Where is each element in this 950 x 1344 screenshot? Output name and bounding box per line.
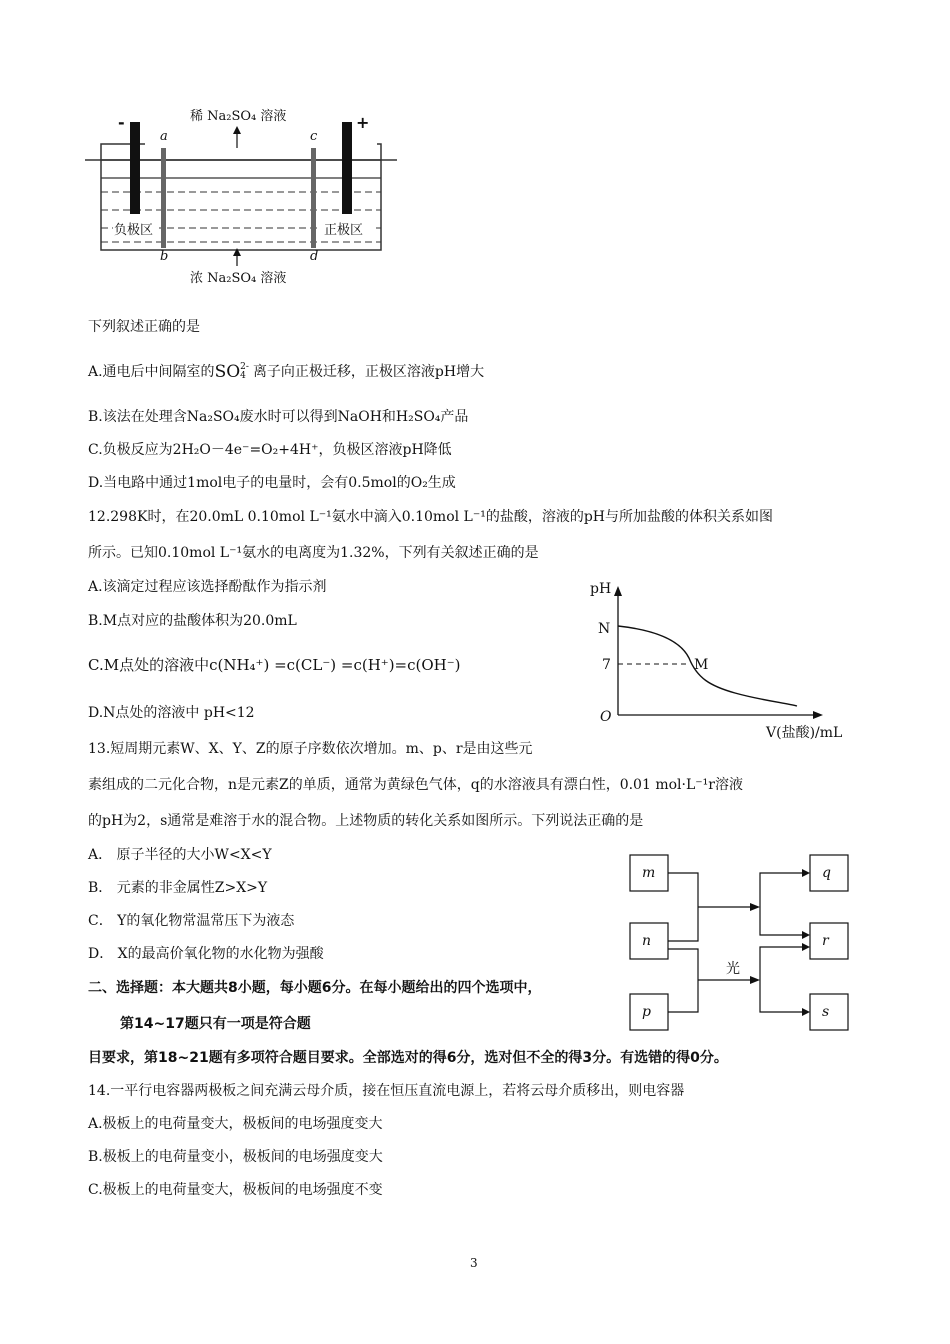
q14-option-b: B.极板上的电荷量变小，极板间的电场强度变大	[88, 1149, 383, 1165]
q12-option-d: D.N点处的溶液中 pH<12	[88, 705, 255, 721]
q11-option-a: A.通电后中间隔室的SO 2- 4 离子向正极迁移，正极区溶液pH增大	[88, 362, 485, 382]
section2-line1: 二、选择题：本大题共8小题，每小题6分。在每小题给出的四个选项中，	[88, 980, 542, 996]
membrane-ab	[161, 148, 166, 248]
q11-stem: 下列叙述正确的是	[88, 319, 200, 335]
flow-s: s	[822, 1004, 830, 1020]
negative-region-label: 负极区	[114, 223, 154, 238]
chart-7-label: 7	[602, 657, 611, 673]
flow-r: r	[822, 933, 829, 949]
q12-line1: 12.298K时，在20.0mL 0.10mol L⁻¹氨水中滴入0.10mol L⁻¹的盐酸，溶液的pH与所加盐酸的体积关系如图	[88, 509, 774, 525]
q14-option-a: A.极板上的电荷量变大，极板间的电场强度变大	[88, 1116, 383, 1132]
chart-origin: O	[600, 709, 612, 725]
ph-titration-chart	[585, 578, 875, 748]
q12-option-a: A.该滴定过程应该选择酚酞作为指示剂	[88, 579, 327, 595]
y-axis-arrow	[614, 586, 622, 596]
label-c: c	[310, 129, 318, 144]
membrane-cd	[311, 148, 316, 248]
minus-sign: -	[118, 113, 125, 132]
chart-m-label: M	[694, 657, 709, 673]
positive-electrode	[342, 122, 352, 214]
label-d: d	[310, 249, 319, 264]
q11-option-b: B.该法在处理含Na₂SO₄废水时可以得到NaOH和H₂SO₄产品	[88, 409, 469, 425]
page-number: 3	[470, 1256, 478, 1270]
q13-option-c: C． Y的氧化物常温常压下为液态	[88, 913, 295, 929]
q12-option-c: C.M点处的溶液中c(NH₄⁺) =c(CL⁻) =c(H⁺)=c(OH⁻)	[88, 656, 461, 674]
q13-option-d: D． X的最高价氧化物的水化物为强酸	[88, 946, 324, 962]
q13-option-a: A． 原子半径的大小W<X<Y	[88, 847, 272, 863]
chart-xlabel: V(盐酸)/mL	[766, 725, 843, 741]
flow-m: m	[642, 865, 656, 881]
chart-n-label: N	[598, 621, 611, 637]
flow-n: n	[642, 933, 652, 949]
q11-option-c: C.负极反应为2H₂O－4e⁻=O₂+4H⁺，负极区溶液pH降低	[88, 442, 452, 458]
q13-option-b: B． 元素的非金属性Z>X>Y	[88, 880, 268, 896]
q14-stem: 14.一平行电容器两极板之间充满云母介质，接在恒压直流电源上，若将云母介质移出，则电容器	[88, 1083, 685, 1099]
q13-line2: 素组成的二元化合物，n是元素Z的单质，通常为黄绿色气体，q的水溶液具有漂白性，0.01 mol·L⁻¹r溶液	[88, 777, 743, 793]
chart-ylabel: pH	[590, 581, 612, 597]
flow-p: p	[642, 1004, 651, 1020]
flow-light-label: 光	[726, 961, 740, 977]
x-axis-arrow	[813, 711, 823, 719]
label-b: b	[160, 249, 169, 264]
q12-line2: 所示。已知0.10mol L⁻¹氨水的电离度为1.32%，下列有关叙述正确的是	[88, 545, 539, 561]
q14-option-c: C.极板上的电荷量变大，极板间的电场强度不变	[88, 1182, 383, 1198]
box-r	[810, 923, 848, 959]
bottom-solution-label: 浓 Na₂SO₄ 溶液	[190, 271, 287, 286]
plus-sign: +	[356, 113, 370, 132]
label-a: a	[160, 129, 168, 144]
top-solution-label: 稀 Na₂SO₄ 溶液	[190, 109, 287, 124]
q12-option-b: B.M点对应的盐酸体积为20.0mL	[88, 613, 297, 629]
q13-line3: 的pH为2，s通常是难溶于水的混合物。上述物质的转化关系如图所示。下列说法正确的是	[88, 813, 644, 829]
flow-q: q	[822, 865, 831, 881]
positive-region-label: 正极区	[324, 223, 364, 238]
q13-line1: 13.短周期元素W、X、Y、Z的原子序数依次增加。m、p、r是由这些元	[88, 741, 533, 757]
negative-electrode	[130, 122, 140, 214]
q11-option-d: D.当电路中通过1mol电子的电量时，会有0.5mol的O₂生成	[88, 475, 456, 491]
section2-line2: 第14~17题只有一项是符合题	[120, 1016, 311, 1032]
section2-line3: 目要求，第18~21题有多项符合题目要求。全部选对的得6分，选对但不全的得3分。有选错的得0分。	[88, 1050, 728, 1066]
